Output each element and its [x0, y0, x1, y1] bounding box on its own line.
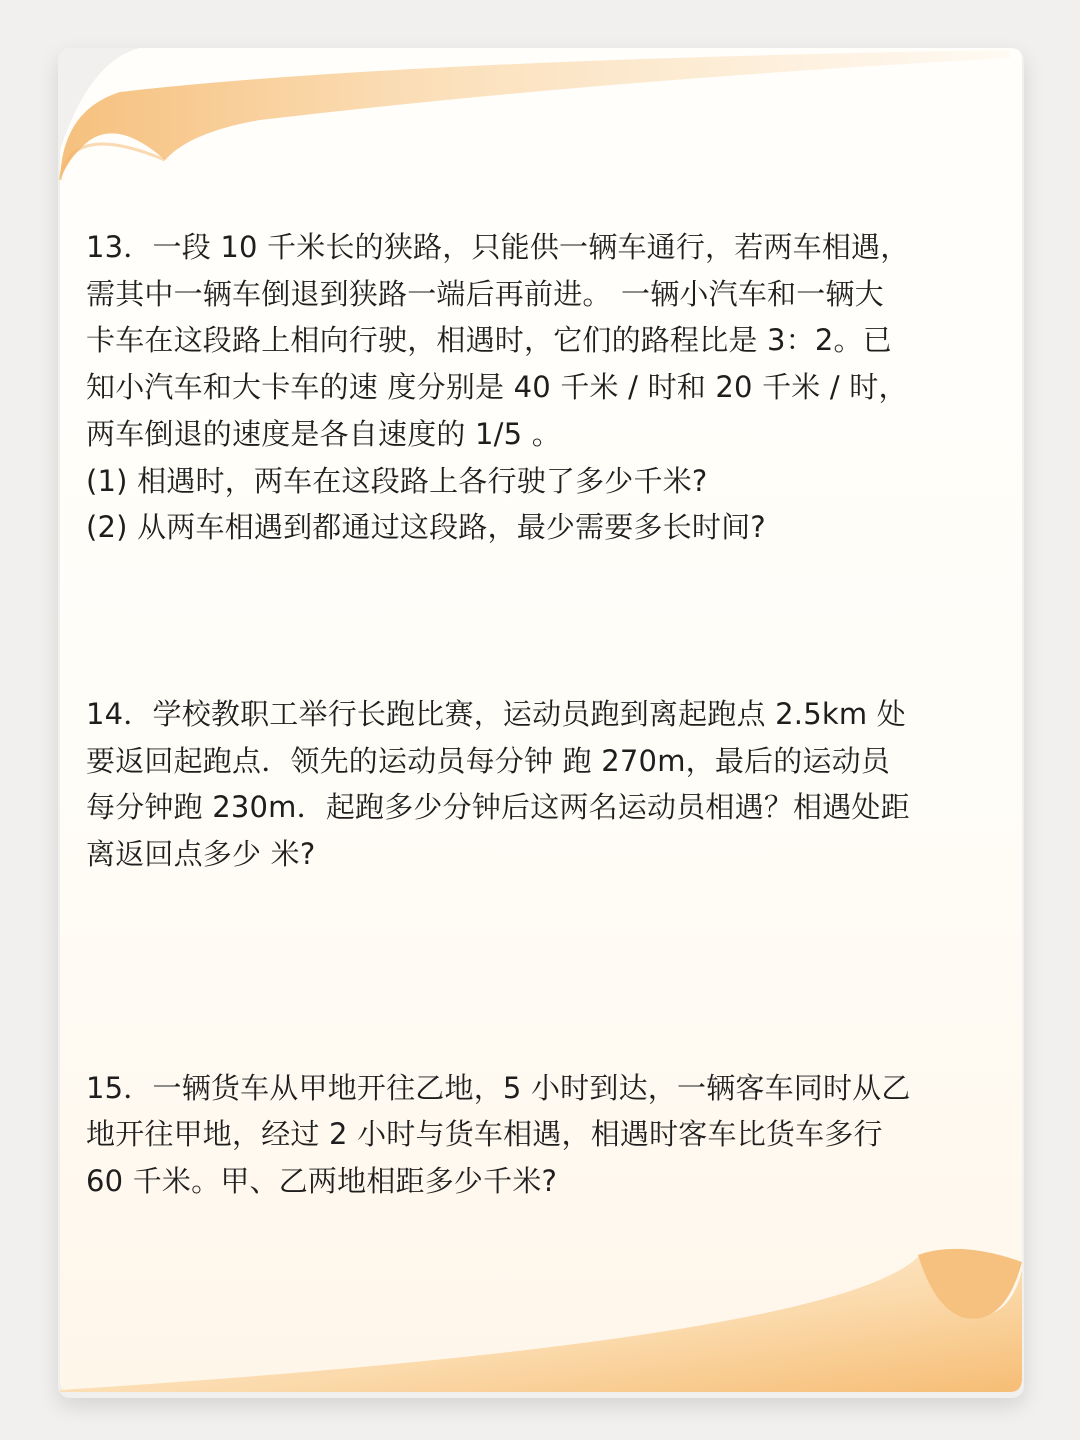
problem-13-text: 13．一段 10 千米长的狭路，只能供一辆车通行，若两车相遇， 需其中一辆车倒退到狭路一端后再前进。 一辆小汽车和一辆大 卡车在这段路上相向行驶，相遇时，它们的路程比是 3：2。已 知小汽车和大卡车的速 度分别是 40 千米 / 时和 20 千米 / 时， 两车倒退的速度是各自速度的 1/5 。 [86, 230, 910, 451]
problem-14-text: 14．学校教职工举行长跑比赛，运动员跑到离起跑点 2.5km 处 要返回起跑点．领先的运动员每分钟 跑 270m，最后的运动员 每分钟跑 230m．起跑多少分钟后这两名运动员相遇？相遇处距 离返回点多少 米? [86, 696, 910, 872]
problem-13-question-1: (1) 相遇时，两车在这段路上各行驶了多少千米? [86, 463, 708, 498]
problem-15-text: 15．一辆货车从甲地开往乙地，5 小时到达，一辆客车同时从乙 地开往甲地，经过 2 小时与货车相遇，相遇时客车比货车多行 60 千米。甲、乙两地相距多少千米? [86, 1070, 911, 1199]
problem-13-question-2: (2) 从两车相遇到都通过这段路，最少需要多长时间? [86, 510, 766, 545]
problems-content [86, 224, 1001, 1205]
